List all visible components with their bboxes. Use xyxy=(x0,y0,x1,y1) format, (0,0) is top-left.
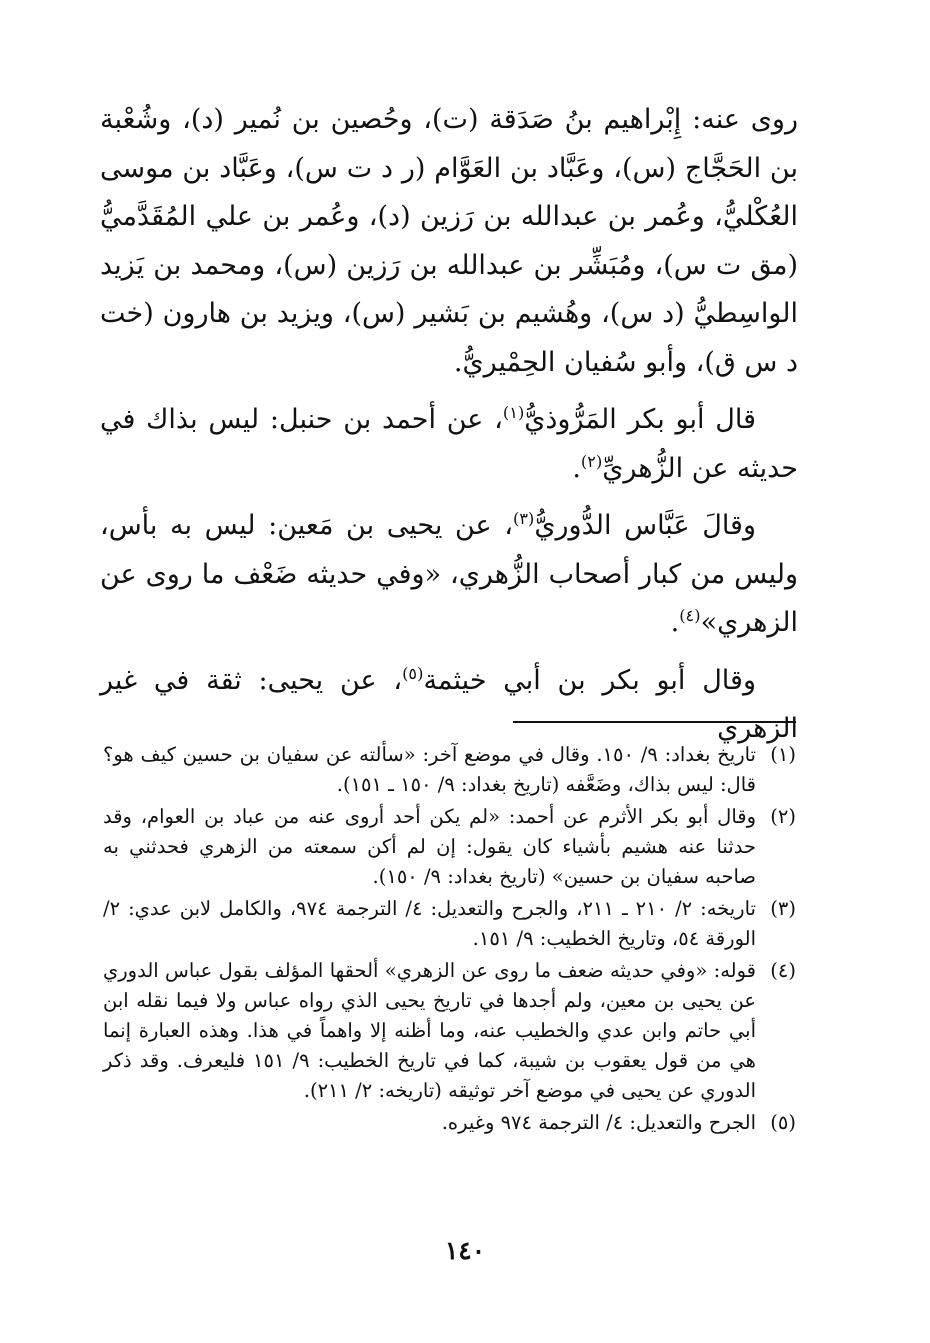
footnote-text: الجرح والتعديل: ٤/ الترجمة ٩٧٤ وغيره. xyxy=(441,1111,756,1134)
footnote-ref: (٢) xyxy=(580,451,603,471)
footnote-number: (١) xyxy=(770,743,796,766)
footnote-text: تاريخ بغداد: ٩/ ١٥٠. وقال في موضع آخر: «سألته عن سفيان بن حسين كيف هو؟ قال: ليس بذاك، وضَعَّفه (تاريخ بغداد: ٩/ ١٥٠ ـ ١٥١). xyxy=(103,743,756,796)
footnotes xyxy=(103,740,796,1138)
footnote-ref: (٣) xyxy=(513,509,535,528)
footnote-text: قوله: «وفي حديثه ضعف ما روى عن الزهري» ألحقها المؤلف بقول عباس الدوري عن يحيى بن معين، ولم أجدها في تاريخ يحيى الذي رواه عباس ولا فيما نقله ابن أبي حاتم وابن عدي والخطيب عنه، وما أظنه إلا واهماً في هذا. وهذه العبارة إنما هي من قول يعقوب بن شيبة، كما في تاريخ الخطيب: ٩/ ١٥١ فليعرف. وقد ذكر الدوري عن يحيى في موضع آخر توثيقه (تاريخه: ٢/ ٢١١). xyxy=(103,959,756,1102)
paragraph-abi-khaythama xyxy=(100,657,798,754)
paragraph-marrudhi xyxy=(100,396,798,493)
paragraph-text: . xyxy=(670,607,680,638)
paragraph-text: ، عن أحمد بن حنبل: ليس بذاك في حديثه عن الزُّهريِّ xyxy=(100,404,798,484)
paragraph-text: . xyxy=(572,452,581,484)
page-number: ١٤٠ xyxy=(444,1236,486,1265)
footnote-number: (٢) xyxy=(770,805,796,828)
footnote-text: وقال أبو بكر الأثرم عن أحمد: «لم يكن أحد أروى عنه من عباد بن العوام، وقد حدثنا عنه هشيم بأشياء كان يقول: إن لم أكن سمعته من الزهري فحدثني به صاحبه سفيان بن حسين» (تاريخ بغداد: ٩/ ١٥٠). xyxy=(103,805,756,888)
footnote-4 xyxy=(103,956,796,1106)
footnote-number: (٤) xyxy=(770,959,796,982)
footnote-text: تاريخه: ٢/ ٢١٠ ـ ٢١١، والجرح والتعديل: ٤/ الترجمة ٩٧٤، والكامل لابن عدي: ٢/ الورقة ٥٤، وتاريخ الخطيب: ٩/ ١٥١. xyxy=(103,897,756,950)
footnote-number: (٥) xyxy=(770,1111,796,1134)
paragraph-text: وقال أبو بكر بن أبي خيثمة xyxy=(423,664,756,696)
paragraph-text: وقالَ عَبَّاس الدُّوريُّ xyxy=(534,510,756,541)
footnote-3 xyxy=(103,894,796,954)
footnote-ref: (١) xyxy=(502,403,525,422)
paragraph-text: قال أبو بكر المَرُّوذيُّ xyxy=(524,404,757,435)
paragraph-duri xyxy=(100,502,798,648)
paragraph-narrators: روى عنه: إِبْراهيم بنُ صَدَقة (ت)، وحُصين بن نُمير (د)، وشُعْبة بن الحَجَّاج (س)، وعَبَّاد بن العَوَّام (ر د ت س)، وعَبَّاد بن موسى العُكْليُّ، وعُمر بن عبدالله بن رَزين (د)، وعُمر بن علي المُقَدَّميُّ (مق ت س)، ومُبَشِّر بن عبدالله بن رَزين (س)، ومحمد بن يَزيد الواسِطيُّ (د س)، وهُشيم بن بَشير (س)، ويزيد بن هارون (خت د س ق)، وأبو سُفيان الحِمْيريُّ. xyxy=(100,104,798,378)
main-text xyxy=(100,96,798,754)
footnote-1 xyxy=(103,740,796,800)
footnote-5 xyxy=(103,1108,796,1138)
paragraph-text: ، عن يحيى: ثقة في غير الزهري xyxy=(100,664,798,744)
footnote-ref: (٤) xyxy=(679,606,701,625)
footnote-ref: (٥) xyxy=(402,663,424,683)
footnote-number: (٣) xyxy=(770,897,796,920)
footnote-2 xyxy=(103,802,796,892)
paragraph-text: ، عن يحيى بن مَعين: ليس به بأس، وليس من كبار أصحاب الزُّهري، «وفي حديثه ضَعْف ما روى عن الزهري» xyxy=(100,510,798,638)
footnote-divider xyxy=(513,721,796,723)
